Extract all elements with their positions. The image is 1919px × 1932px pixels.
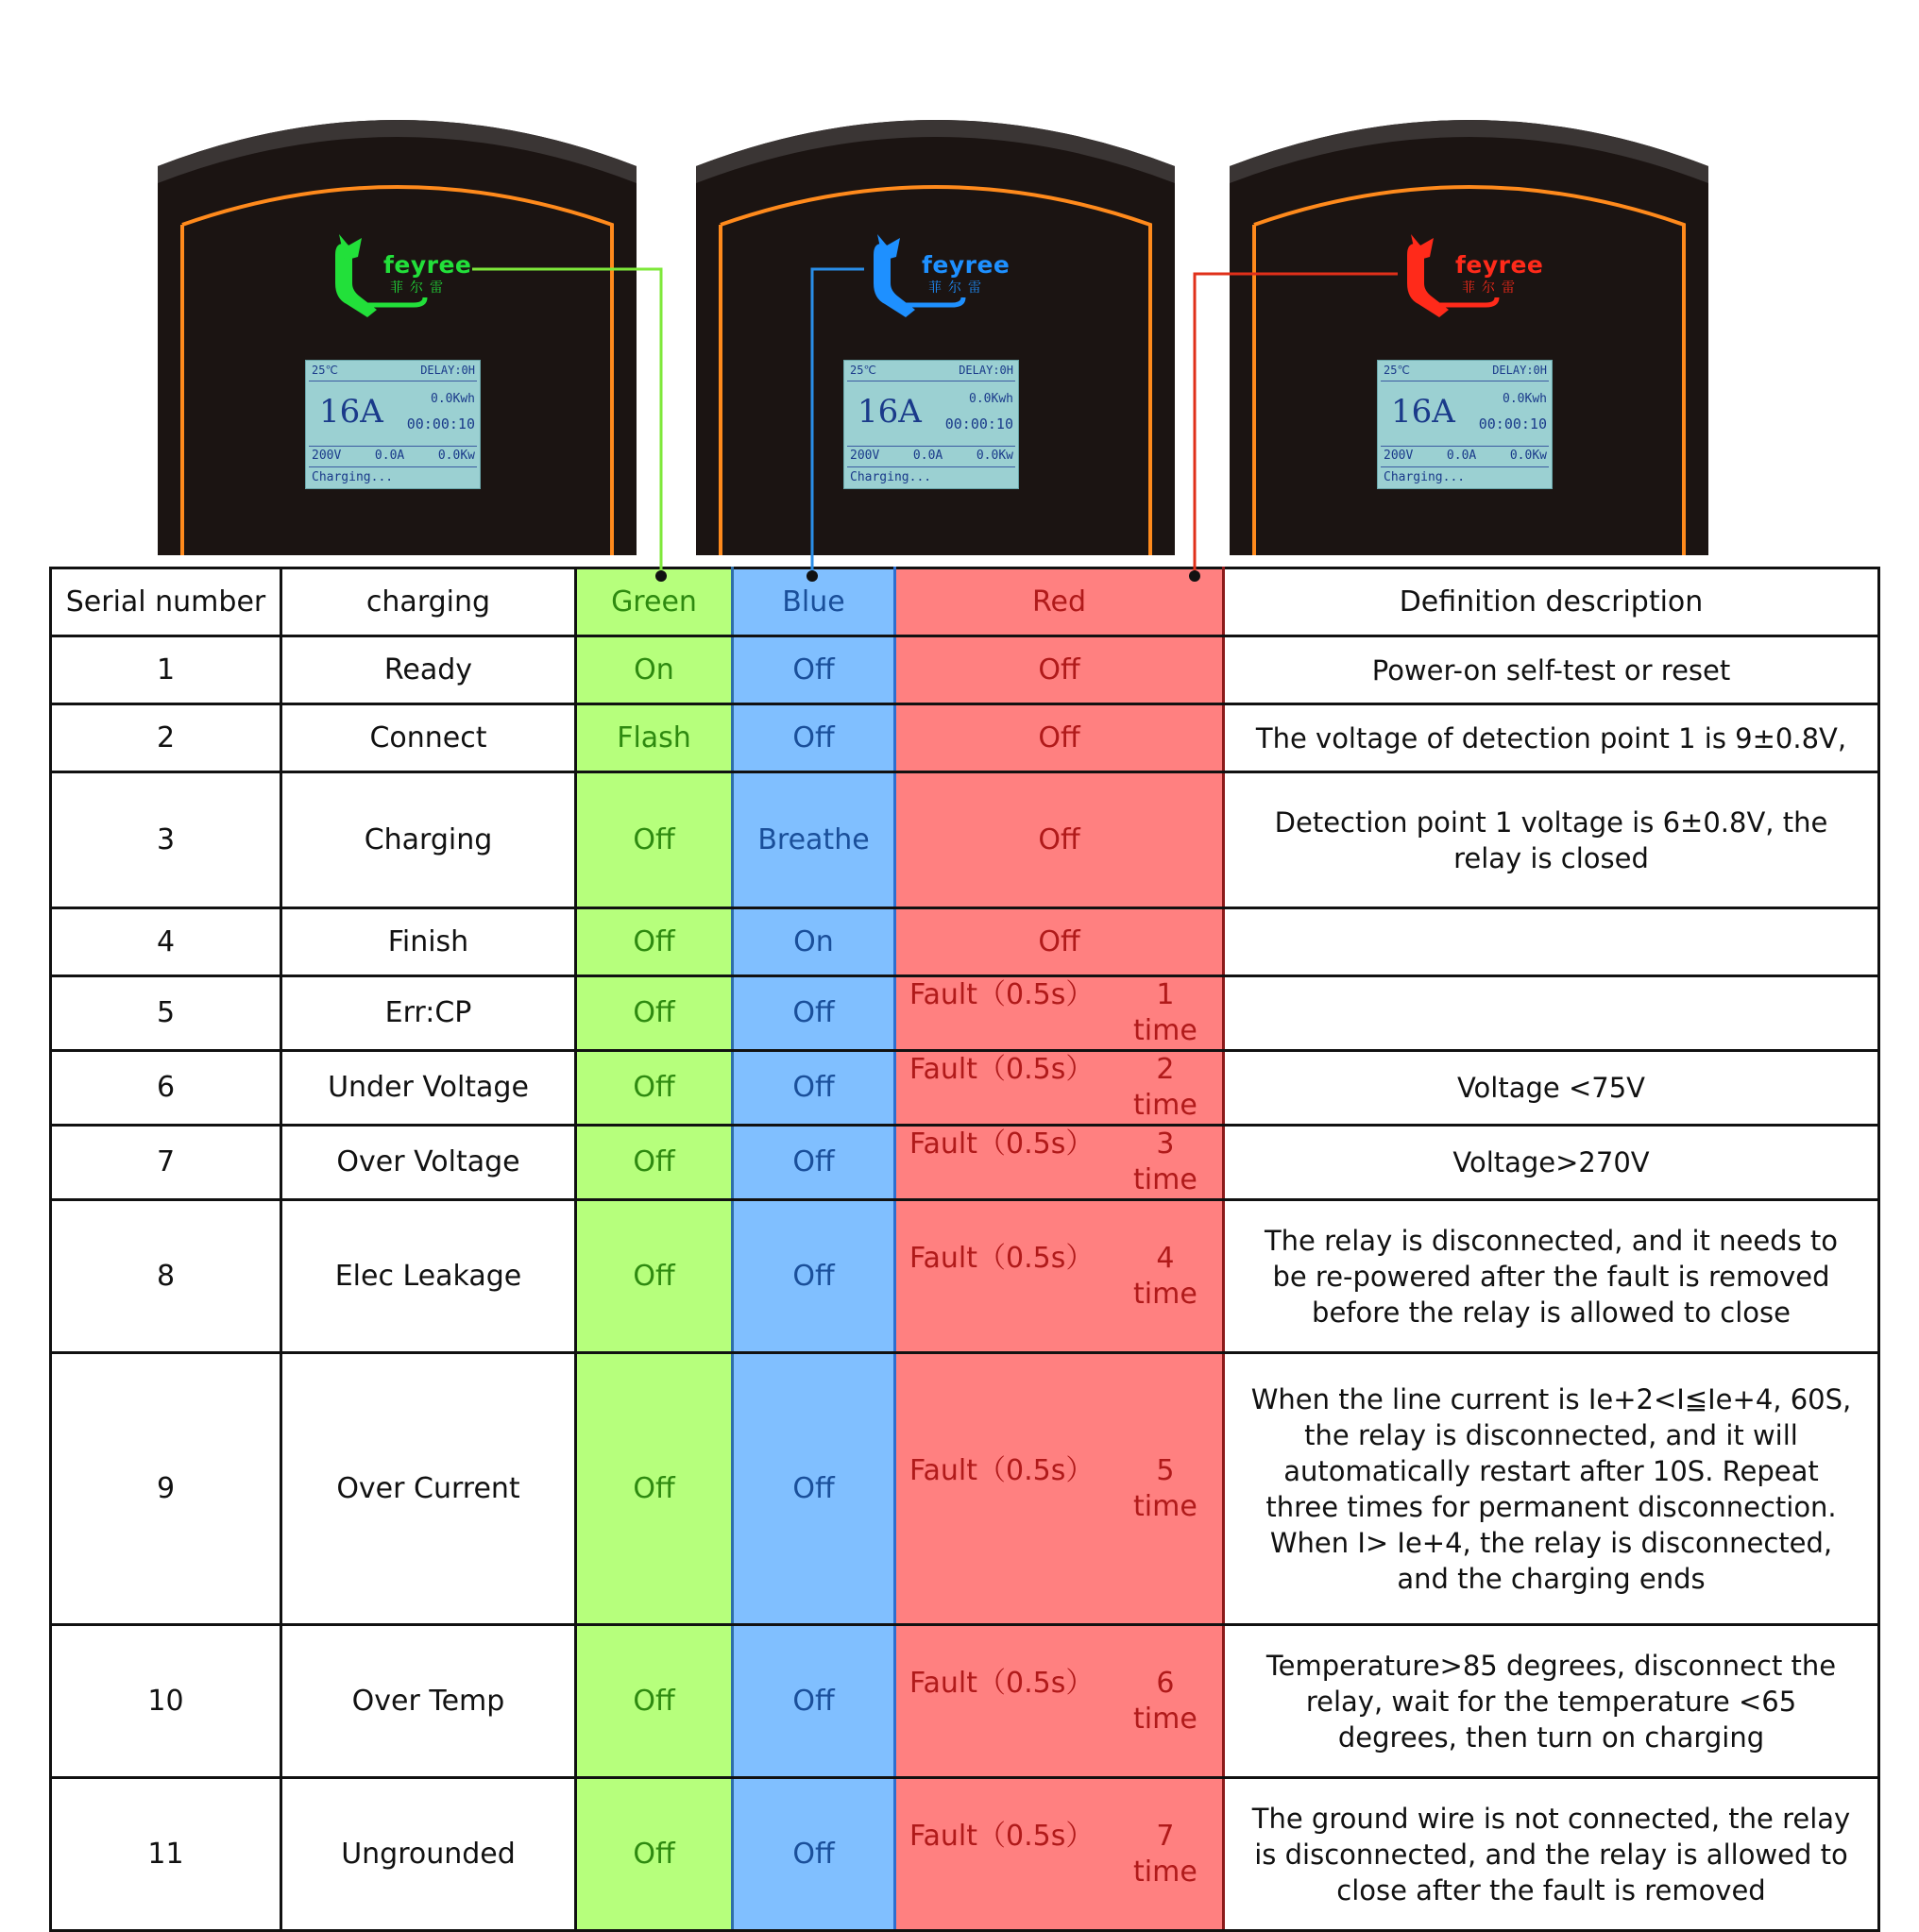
state-cell: Finish: [281, 908, 576, 976]
blue-leader-dot: [807, 570, 818, 582]
green-cell: Off: [576, 908, 733, 976]
state-cell: Under Voltage: [281, 1051, 576, 1126]
definition-cell: The relay is disconnected, and it needs to be re-powered after the fault is removed before the relay is allowed to close: [1224, 1200, 1879, 1353]
green-cell: Off: [576, 1051, 733, 1126]
green-cell: Off: [576, 1625, 733, 1778]
red-fault: Fault（0.5s）: [909, 1819, 1095, 1853]
definition-cell: When the line current is Ie+2<I≦Ie+4, 60S, the relay is disconnected, and it will automatically restart after 10S. Repeat three times for permanent disconnection. When I> Ie+4, the relay is disconnected, and the charging ends: [1224, 1353, 1879, 1625]
red-state: Off: [1038, 652, 1080, 686]
definition-cell: Temperature>85 degrees, disconnect the relay, wait for the temperature <65 degrees, then turn on charging: [1224, 1625, 1879, 1778]
red-state: Off: [1038, 924, 1080, 958]
blue-cell: Off: [733, 1200, 895, 1353]
serial-cell: 8: [51, 1200, 281, 1353]
lcd-power: 0.0Kw: [976, 449, 1013, 463]
state-cell: Connect: [281, 704, 576, 772]
serial-cell: 1: [51, 636, 281, 704]
red-fault: Fault（0.5s）: [909, 1241, 1095, 1275]
blue-leader-line: [812, 269, 864, 574]
lcd-amps: 0.0A: [912, 449, 943, 463]
blue-cell: Off: [733, 1778, 895, 1931]
blue-cell: Off: [733, 704, 895, 772]
definition-cell: Power-on self-test or reset: [1224, 636, 1879, 704]
lcd-time: 00:00:10: [406, 415, 475, 432]
lcd-status: Charging...: [1384, 470, 1466, 484]
lcd-current: 16A: [1391, 393, 1455, 431]
red-fault: Fault（0.5s）: [909, 1053, 1095, 1086]
red-count: 5 time: [1133, 1453, 1197, 1523]
green-cell: Off: [576, 1126, 733, 1200]
red-state: Off: [1038, 822, 1080, 856]
lcd-amps: 0.0A: [374, 449, 405, 463]
lcd-temp: 25℃: [850, 364, 876, 377]
green-cell: Off: [576, 1200, 733, 1353]
header-red: Red: [895, 568, 1224, 636]
blue-cell: Off: [733, 1625, 895, 1778]
serial-cell: 4: [51, 908, 281, 976]
red-count: 6 time: [1133, 1666, 1197, 1736]
state-cell: Over Voltage: [281, 1126, 576, 1200]
header-charging: charging: [281, 568, 576, 636]
lcd-energy: 0.0Kwh: [1503, 392, 1547, 406]
serial-cell: 6: [51, 1051, 281, 1126]
green-cell: Off: [576, 1778, 733, 1931]
serial-cell: 2: [51, 704, 281, 772]
blue-cell: Off: [733, 636, 895, 704]
red-fault: Fault（0.5s）: [909, 978, 1095, 1011]
serial-cell: 3: [51, 772, 281, 908]
lcd-power: 0.0Kw: [1509, 449, 1547, 463]
state-cell: Elec Leakage: [281, 1200, 576, 1353]
lcd-temp: 25℃: [312, 364, 338, 377]
definition-cell: Voltage>270V: [1224, 1126, 1879, 1200]
header-definition: Definition description: [1224, 568, 1879, 636]
logo-cn-text: 菲尔雷: [928, 280, 988, 296]
definition-cell: Voltage <75V: [1224, 1051, 1879, 1126]
green-cell: On: [576, 636, 733, 704]
state-cell: Charging: [281, 772, 576, 908]
red-fault: Fault（0.5s）: [909, 1666, 1095, 1700]
lcd-energy: 0.0Kwh: [431, 392, 475, 406]
serial-cell: 5: [51, 976, 281, 1051]
logo-cn-text: 菲尔雷: [1462, 280, 1521, 296]
green-cell: Flash: [576, 704, 733, 772]
lcd-voltage: 200V: [312, 449, 342, 463]
definition-cell: The ground wire is not connected, the relay is disconnected, and the relay is allowed to close after the fault is removed: [1224, 1778, 1879, 1931]
lcd-status: Charging...: [850, 470, 932, 484]
lcd-status: Charging...: [312, 470, 394, 484]
header-green: Green: [576, 568, 733, 636]
header-blue: Blue: [733, 568, 895, 636]
blue-cell: Off: [733, 1126, 895, 1200]
logo-cn-text: 菲尔雷: [390, 280, 450, 296]
red-count: 4 time: [1133, 1241, 1197, 1311]
red-count: 3 time: [1133, 1127, 1197, 1196]
serial-cell: 7: [51, 1126, 281, 1200]
state-cell: Ready: [281, 636, 576, 704]
lcd-current: 16A: [858, 393, 922, 431]
blue-cell: Off: [733, 1051, 895, 1126]
header-serial: Serial number: [51, 568, 281, 636]
lcd-delay: DELAY:0H: [959, 364, 1013, 377]
state-cell: Err:CP: [281, 976, 576, 1051]
lcd-delay: DELAY:0H: [1492, 364, 1547, 377]
definition-cell: Detection point 1 voltage is 6±0.8V, the relay is closed: [1224, 772, 1879, 908]
serial-cell: 11: [51, 1778, 281, 1931]
red-count: 1 time: [1133, 978, 1197, 1047]
red-state: Off: [1038, 720, 1080, 754]
lcd-voltage: 200V: [850, 449, 880, 463]
lcd-voltage: 200V: [1384, 449, 1414, 463]
red-count: 7 time: [1133, 1819, 1197, 1889]
serial-cell: 10: [51, 1625, 281, 1778]
lcd-power: 0.0Kw: [437, 449, 475, 463]
blue-cell: On: [733, 908, 895, 976]
green-cell: Off: [576, 772, 733, 908]
logo-text: feyree: [1455, 251, 1544, 279]
blue-cell: Off: [733, 976, 895, 1051]
green-cell: Off: [576, 976, 733, 1051]
state-cell: Over Current: [281, 1353, 576, 1625]
lcd-amps: 0.0A: [1446, 449, 1477, 463]
logo-text: feyree: [922, 251, 1010, 279]
lcd-temp: 25℃: [1384, 364, 1410, 377]
serial-cell: 9: [51, 1353, 281, 1625]
logo-text: feyree: [383, 251, 472, 279]
lcd-delay: DELAY:0H: [420, 364, 475, 377]
definition-cell: The voltage of detection point 1 is 9±0.8V,: [1224, 704, 1879, 772]
lcd-time: 00:00:10: [1478, 415, 1547, 432]
blue-cell: Breathe: [733, 772, 895, 908]
red-count: 2 time: [1133, 1053, 1197, 1122]
red-leader-dot: [1189, 570, 1200, 582]
green-leader-line: [472, 269, 661, 574]
state-cell: Ungrounded: [281, 1778, 576, 1931]
lcd-energy: 0.0Kwh: [969, 392, 1013, 406]
red-leader-line: [1195, 274, 1398, 574]
state-cell: Over Temp: [281, 1625, 576, 1778]
red-fault: Fault（0.5s）: [909, 1453, 1095, 1487]
lcd-time: 00:00:10: [944, 415, 1013, 432]
blue-cell: Off: [733, 1353, 895, 1625]
green-leader-dot: [655, 570, 667, 582]
lcd-current: 16A: [319, 393, 383, 431]
red-fault: Fault（0.5s）: [909, 1127, 1095, 1161]
green-cell: Off: [576, 1353, 733, 1625]
